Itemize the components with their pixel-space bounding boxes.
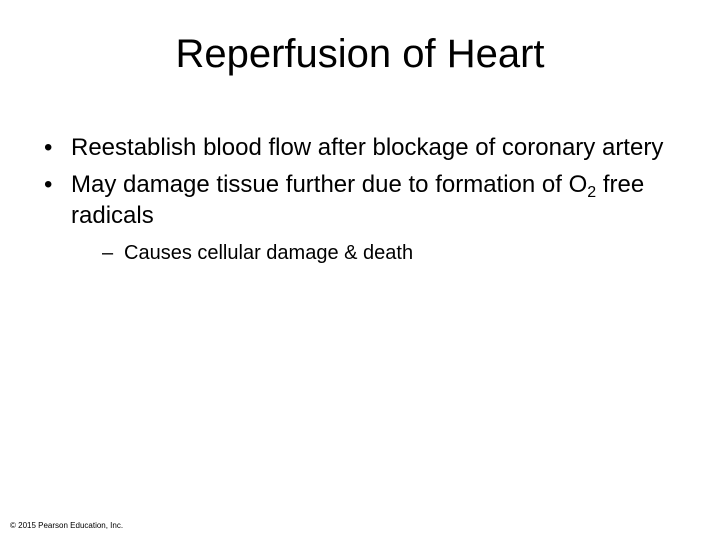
copyright-notice: © 2015 Pearson Education, Inc. [10, 521, 124, 530]
slide-title: Reperfusion of Heart [175, 32, 545, 76]
sub-bullet-text: Causes cellular damage & death [124, 242, 414, 264]
bullet-item [44, 132, 684, 163]
bullet-text-part: May damage tissue further due to formation of O [71, 171, 588, 198]
sub-bullet-item [102, 239, 684, 267]
bullet-marker: • [44, 134, 53, 161]
bullet-text: Reestablish blood flow after blockage of coronary artery [71, 134, 664, 161]
bullet-text-part: free radicals [71, 171, 645, 229]
bullet-item [44, 169, 684, 231]
bullet-list [44, 132, 684, 267]
bullet-text [71, 171, 644, 229]
subscript: 2 [587, 184, 597, 201]
bullet-marker: • [44, 171, 53, 198]
sub-bullet-marker: – [102, 242, 114, 264]
